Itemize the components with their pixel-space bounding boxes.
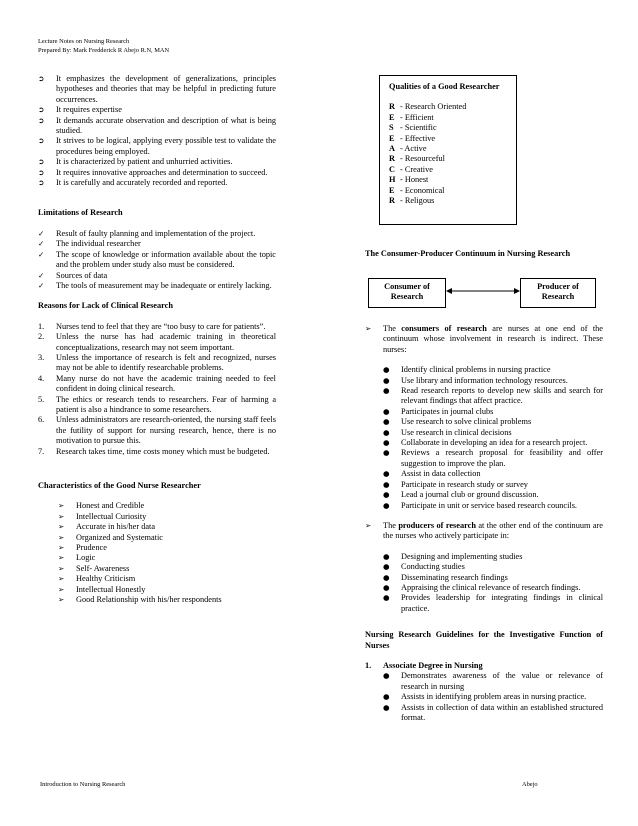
list-item: ✓ Result of faulty planning and implementation of the project.: [38, 228, 256, 238]
acronym-row: A - Active: [389, 144, 427, 154]
list-item: ✓ Sources of data: [38, 270, 108, 280]
list-item: 3. Unless the importance of research is felt and recognized, nurses may not be able to identify researchable problems.: [38, 352, 276, 373]
list-number: 6.: [38, 415, 45, 425]
checkmark-icon: ✓: [38, 270, 45, 280]
arrow-circle-icon: ➲: [38, 167, 45, 177]
list-item: ● Demonstrates awareness of the value or relevance of research in nursing: [383, 671, 603, 691]
acronym-row: H - Honest: [389, 175, 429, 185]
bullet-icon: ●: [383, 582, 390, 592]
list-item: ● Participate in research study or survey: [383, 479, 528, 489]
list-item: ➢ Intellectual Honestly: [58, 584, 146, 594]
list-number: 4.: [38, 373, 45, 383]
bullet-icon: ●: [383, 406, 390, 416]
intro-list: [38, 74, 276, 188]
arrow-circle-icon: ➲: [38, 157, 45, 167]
guideline-subheading: 1. Associate Degree in Nursing: [365, 660, 483, 670]
acronym-row: R - Research Oriented: [389, 102, 467, 112]
list-item: ● Use research in clinical decisions: [383, 427, 512, 437]
list-item: ● Collaborate in developing an idea for a research project.: [383, 438, 588, 448]
page-header: [38, 38, 169, 55]
header-line-2: Prepared By: Mark Fredderick R Abejo R.N, MAN: [38, 46, 170, 54]
list-item: ➢ Honest and Credible: [58, 501, 145, 511]
arrowhead-icon: ➢: [58, 574, 65, 584]
list-item: ● Participates in journal clubs: [383, 406, 494, 416]
list-item: ● Identify clinical problems in nursing practice: [383, 365, 551, 375]
list-item: ● Participate in unit or service based research councils.: [383, 500, 578, 510]
list-item: ➢ Intellectual Curiosity: [58, 511, 147, 521]
list-item: 7. Research takes time, time costs money which must be budgeted.: [38, 446, 270, 456]
bullet-icon: ●: [383, 551, 390, 561]
arrow-circle-icon: ➲: [38, 178, 45, 188]
list-item: ✓ The scope of knowledge or information available about the topic and the problem under study also must be considered.: [38, 249, 276, 270]
checkmark-icon: ✓: [38, 280, 45, 290]
acronym-row: C - Creative: [389, 164, 433, 174]
bullet-icon: ●: [383, 438, 390, 448]
characteristics-list: [58, 501, 276, 605]
bullet-icon: ●: [383, 479, 390, 489]
bullet-icon: ●: [383, 572, 390, 582]
arrow-circle-icon: ➲: [38, 74, 45, 83]
list-item: ➢ Self- Awareness: [58, 563, 130, 573]
list-item: ● Assist in data collection: [383, 469, 481, 479]
limitations-list: [38, 229, 276, 291]
list-item: ➢ Good Relationship with his/her respondents: [58, 595, 222, 605]
list-item: ➲ It is carefully and accurately recorded and reported.: [38, 178, 228, 188]
bullet-icon: ●: [383, 490, 390, 500]
list-item: ➢ Organized and Systematic: [58, 532, 163, 542]
list-item: ● Read research reports to develop new skills and search for relevant findings that affect practice.: [383, 386, 603, 406]
checkmark-icon: ✓: [38, 239, 45, 249]
arrowhead-icon: ➢: [365, 520, 372, 530]
list-item: ➲ It requires innovative approaches and determination to succeed.: [38, 167, 268, 177]
list-item: ➲ It is characterized by patient and unhurried activities.: [38, 157, 233, 167]
arrowhead-icon: ➢: [58, 553, 65, 563]
list-item: ➢ Prudence: [58, 543, 107, 553]
list-item: ● Assists in collection of data within an established structured format.: [383, 702, 603, 722]
list-item: ✓ The individual researcher: [38, 239, 141, 249]
characteristics-heading: Characteristics of the Good Nurse Researcher: [38, 481, 201, 490]
arrowhead-icon: ➢: [58, 563, 65, 573]
list-item: ● Use library and information technology resources.: [383, 375, 568, 385]
reasons-list: [38, 322, 276, 457]
header-line-1: Lecture Notes on Nursing Research: [38, 38, 130, 45]
arrowhead-icon: ➢: [58, 543, 65, 553]
bullet-icon: ●: [383, 417, 390, 427]
list-item: ● Assists in identifying problem areas in nursing practice.: [383, 692, 587, 702]
bullet-icon: ●: [383, 427, 390, 437]
arrowhead-icon: ➢: [58, 532, 65, 542]
acronym-row: R - Resourceful: [389, 154, 445, 164]
bullet-icon: ●: [383, 500, 390, 510]
list-item: ● Conducting studies: [383, 562, 465, 572]
list-item: ● Provides leadership for integrating findings in clinical practice.: [383, 593, 603, 613]
list-item: ● Reviews a research proposal for feasibility and offer suggestion to improve the plan.: [383, 448, 603, 468]
bullet-icon: ●: [383, 671, 390, 681]
producer-box: Producer of Research: [520, 278, 596, 308]
consumers-block: [365, 324, 603, 355]
list-item: 1. Nurses tend to feel that they are “too busy to care for patients”.: [38, 321, 266, 331]
bullet-icon: ●: [383, 593, 390, 603]
guidelines-heading: Nursing Research Guidelines for the Investigative Function of Nurses: [365, 630, 603, 650]
arrowhead-icon: ➢: [58, 511, 65, 521]
list-item: ➢ Logic: [58, 553, 96, 563]
consumer-list: [383, 365, 603, 511]
producers-block: [365, 521, 603, 542]
left-column: [38, 74, 276, 605]
consumers-paragraph: ➢ The consumers of research are nurses at one end of the continuum whose involvement in research is indirect. These nurses:: [365, 324, 603, 354]
continuum-heading: The Consumer-Producer Continuum in Nursing Research: [365, 249, 571, 258]
bullet-icon: ●: [383, 702, 390, 712]
arrowhead-icon: ➢: [365, 324, 372, 333]
list-item: ➢ Accurate in his/her data: [58, 522, 156, 532]
arrow-circle-icon: ➲: [38, 115, 45, 125]
list-item: ✓ The tools of measurement may be inadequate or entirely lacking.: [38, 280, 272, 290]
arrowhead-icon: ➢: [58, 501, 65, 511]
arrowhead-icon: ➢: [58, 522, 65, 532]
list-item: ● Lead a journal club or ground discussion.: [383, 490, 539, 500]
list-number: 1.: [38, 321, 45, 331]
list-item: 2. Unless the nurse has had academic training in theoretical conceptualizations, research may not seem important.: [38, 332, 276, 352]
list-number: 7.: [38, 446, 45, 456]
arrowhead-icon: ➢: [58, 584, 65, 594]
bullet-icon: ●: [383, 692, 390, 702]
list-item: 4. Many nurse do not have the academic training needed to feel confident in doing clinical research.: [38, 373, 276, 394]
list-item: 6. Unless administrators are research-oriented, the nursing staff feels the futility of support for nursing research, hence, there is no motivation to pursue this.: [38, 415, 276, 446]
list-item: ● Designing and implementing studies: [383, 551, 523, 561]
consumer-box: Consumer of Research: [368, 278, 446, 308]
producer-list: [383, 552, 603, 614]
bullet-icon: ●: [383, 562, 390, 572]
list-item: ➲ It emphasizes the development of generalizations, principles hypotheses and theories that may be helpful in predicting future occurrences.: [38, 74, 276, 104]
right-column: [365, 324, 603, 723]
reasons-heading: Reasons for Lack of Clinical Research: [38, 301, 173, 311]
list-number: 3.: [38, 352, 45, 362]
guideline-list: [383, 671, 603, 723]
list-item: ● Use research to solve clinical problems: [383, 417, 532, 427]
checkmark-icon: ✓: [38, 249, 45, 259]
bullet-icon: ●: [383, 375, 390, 385]
list-item: ● Appraising the clinical relevance of research findings.: [383, 582, 581, 592]
bullet-icon: ●: [383, 386, 390, 396]
arrow-circle-icon: ➲: [38, 105, 45, 115]
list-item: 5. The ethics or research tends to researchers. Fear of harming a patient is also a hindrance to some researchers.: [38, 394, 276, 414]
producers-paragraph: ➢ The producers of research at the other end of the continuum are the nurses who actively participate in:: [365, 520, 603, 541]
bullet-icon: ●: [383, 365, 390, 375]
bullet-icon: ●: [383, 448, 390, 458]
list-item: ➲ It requires expertise: [38, 105, 122, 115]
list-number: 5.: [38, 394, 45, 404]
acronym-row: E - Effective: [389, 133, 436, 143]
double-arrow-icon: [446, 287, 520, 295]
arrowhead-icon: ➢: [58, 595, 65, 605]
list-item: ● Disseminating research findings: [383, 572, 508, 582]
list-number: 2.: [38, 332, 45, 342]
arrow-circle-icon: ➲: [38, 136, 45, 146]
acronym-row: E - Efficient: [389, 112, 434, 122]
bullet-icon: ●: [383, 469, 390, 479]
list-item: ➲ It strives to be logical, applying every possible test to validate the procedures being employed.: [38, 136, 276, 156]
acronym-row: S - Scientific: [389, 123, 437, 133]
footer-right: Abejo: [522, 781, 538, 788]
qualities-box: [379, 75, 517, 225]
footer-left: Introduction to Nursing Research: [40, 781, 126, 788]
checkmark-icon: ✓: [38, 228, 45, 238]
qualities-title: Qualities of a Good Researcher: [389, 82, 500, 91]
acronym-row: R - Religous: [389, 196, 435, 206]
list-item: ➢ Healthy Criticism: [58, 574, 136, 584]
limitations-heading: Limitations of Research: [38, 208, 123, 218]
list-item: ➲ It demands accurate observation and description of what is being studied.: [38, 115, 276, 136]
acronym-row: E - Economical: [389, 185, 445, 195]
